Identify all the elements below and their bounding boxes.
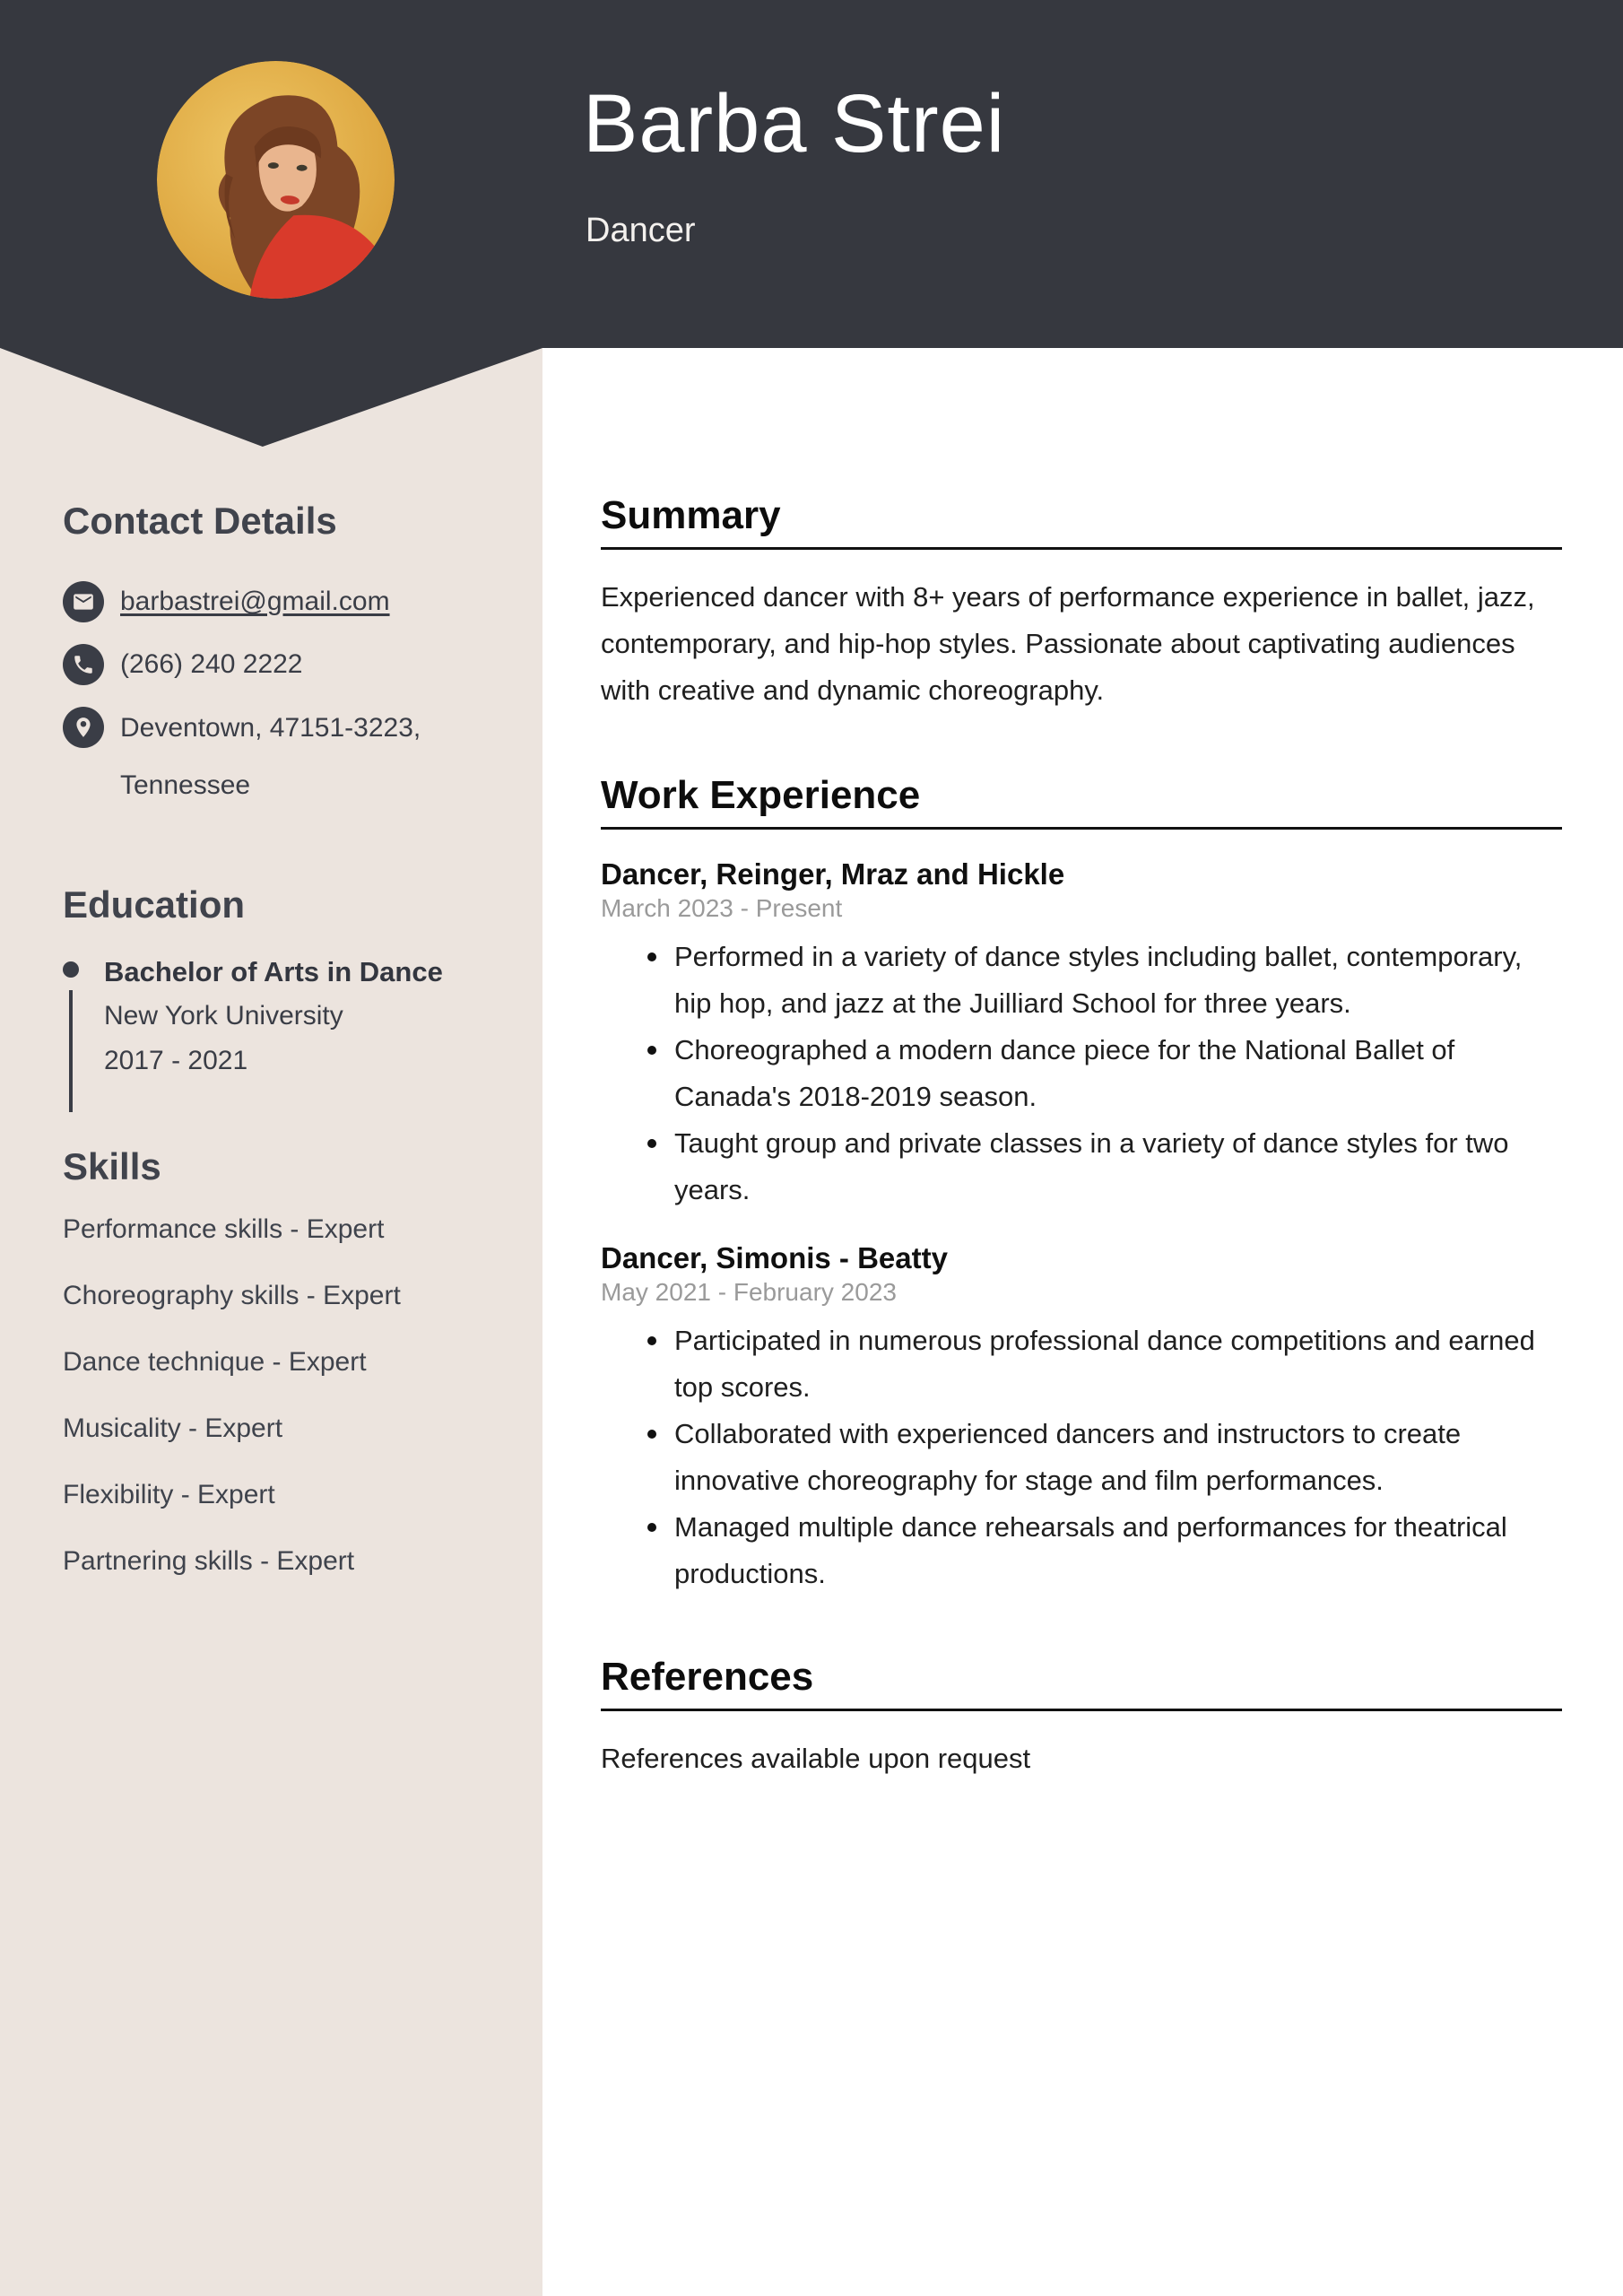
job-bullet-list (601, 934, 1562, 1213)
contact-email (120, 581, 390, 622)
job-dates: March 2023 - Present (601, 894, 843, 922)
contact-address (120, 707, 421, 805)
job-bullet-list (601, 1318, 1562, 1597)
references-text: References available upon request (601, 1743, 1031, 1774)
contact-details-heading: Contact Details (63, 500, 337, 542)
person-name: Barba Strei (583, 78, 1006, 170)
person-title: Dancer (586, 212, 696, 249)
job-title: Dancer, Simonis - Beatty (601, 1241, 948, 1274)
skill-item: Musicality - Expert (63, 1413, 283, 1443)
contact-list (63, 581, 508, 805)
envelope-icon (63, 581, 104, 622)
avatar (157, 61, 395, 299)
bullet-item: Participated in numerous professional dance competitions and earned top scores. (601, 1318, 1562, 1411)
education-dates: 2017 - 2021 (104, 1046, 248, 1075)
job-entry (601, 1240, 1562, 1597)
bullet-item: Managed multiple dance rehearsals and performances for theatrical productions. (601, 1504, 1562, 1597)
bullet-item: Collaborated with experienced dancers and instructors to create innovative choreography for stage and film performances. (601, 1411, 1562, 1504)
skill-item: Partnering skills - Expert (63, 1546, 355, 1576)
contact-row-phone (63, 644, 508, 685)
education-degree: Bachelor of Arts in Dance (104, 956, 443, 987)
portrait-photo-icon (157, 61, 395, 299)
location-pin-icon (63, 707, 104, 748)
bullet-item: Performed in a variety of dance styles including ballet, contemporary, hip hop, and jazz at the Juilliard School for three years. (601, 934, 1562, 1027)
address-line2: Tennessee (120, 770, 251, 800)
job-dates: May 2021 - February 2023 (601, 1278, 897, 1306)
skill-item: Choreography skills - Expert (63, 1281, 401, 1310)
email-link[interactable]: barbastrei@gmail.com (120, 587, 390, 616)
education-school: New York University (104, 1001, 343, 1031)
skills-list (63, 1214, 508, 1577)
address-line1: Deventown, 47151-3223, (120, 713, 421, 743)
job-title: Dancer, Reinger, Mraz and Hickle (601, 857, 1065, 891)
skill-item: Performance skills - Expert (63, 1214, 385, 1244)
references-heading: References (601, 1657, 1562, 1711)
contact-row-address (63, 707, 508, 805)
education-entry (63, 951, 508, 1083)
summary-heading: Summary (601, 495, 1562, 550)
contact-phone: (266) 240 2222 (120, 649, 303, 679)
skill-item: Dance technique - Expert (63, 1347, 367, 1377)
summary-text: Experienced dancer with 8+ years of performance experience in ballet, jazz, contemporary, and hip-hop styles. Passionate about captivating audiences with creative and dynamic choreography. (601, 581, 1535, 706)
phone-icon (63, 644, 104, 685)
work-experience-heading: Work Experience (601, 775, 1562, 830)
bullet-item: Choreographed a modern dance piece for the National Ballet of Canada's 2018-2019 season. (601, 1027, 1562, 1120)
bullet-item: Taught group and private classes in a variety of dance styles for two years. (601, 1120, 1562, 1213)
skills-heading: Skills (63, 1145, 161, 1187)
education-heading: Education (63, 883, 246, 926)
timeline-dot-icon (63, 961, 79, 978)
contact-row-email (63, 581, 508, 622)
skill-item: Flexibility - Expert (63, 1480, 275, 1509)
header-band (0, 0, 1623, 348)
job-entry (601, 857, 1562, 1213)
timeline-line (69, 990, 73, 1112)
